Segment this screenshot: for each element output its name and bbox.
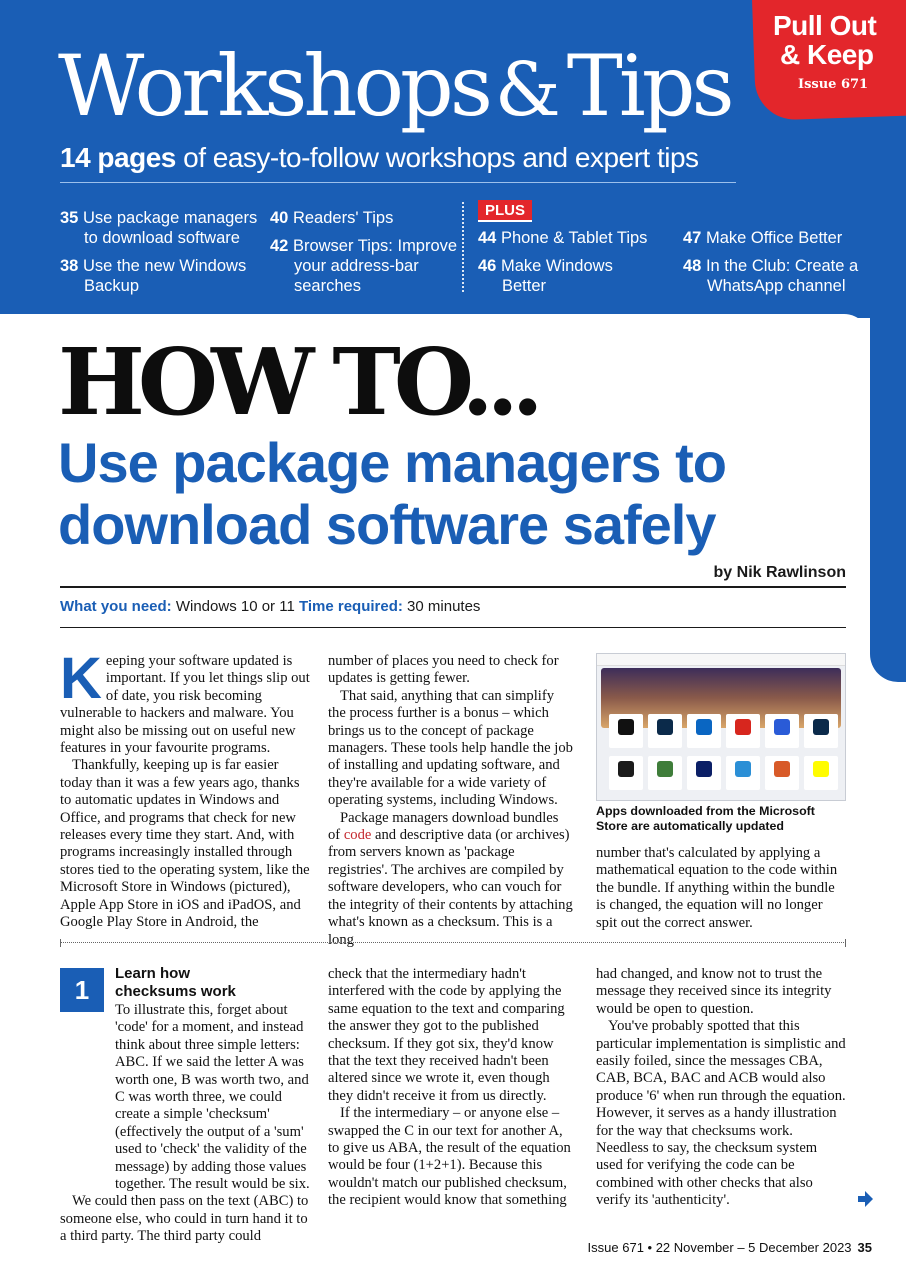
text-span: and descriptive data (or archives) from servers known as 'package registries'. The archives are compiled by software developers, who can vouch for the integrity of their contents by attaching what's known as a checksum. This is a long <box>328 827 573 948</box>
paragraph: eeping your software updated is important. If you let things slip out of date, you risk becoming vulnerable to hackers and malware. You might also be missing out on useful new features in your favourite programs. <box>60 653 310 757</box>
app-icon <box>657 761 673 777</box>
contents-item[interactable] <box>60 208 260 248</box>
requirements <box>60 598 480 615</box>
masthead-left: Workshops <box>58 37 489 135</box>
app-tile <box>609 714 643 748</box>
contents-item[interactable] <box>60 256 260 296</box>
time-value: 30 minutes <box>402 598 481 615</box>
step-heading: Learn how checksums work <box>115 965 236 1000</box>
page-footer <box>588 1240 872 1255</box>
kicker: HOW TO... <box>58 328 537 436</box>
paragraph: number that's calculated by applying a mathematical equation to the code within the bundle. If anything within the bundle is changed, the equation will no longer spit out the correct answer. <box>596 845 838 931</box>
strapline-bold: 14 pages <box>60 142 176 173</box>
microsoft-store-screenshot <box>596 653 846 801</box>
need-label: What you need: <box>60 598 172 615</box>
step-column-2 <box>328 966 574 1210</box>
contents-number: 35 <box>60 209 79 227</box>
app-tile <box>609 756 643 790</box>
contents-text: Readers' Tips <box>292 209 394 227</box>
app-tile <box>648 756 682 790</box>
microsoft-icon <box>735 761 751 777</box>
affinity-icon <box>618 761 634 777</box>
intro-column-2 <box>328 653 574 949</box>
strapline-rest: of easy-to-follow workshops and expert tips <box>175 142 699 173</box>
lightroom-icon <box>813 719 829 735</box>
code-link[interactable]: code <box>343 827 372 844</box>
app-tile <box>687 714 721 748</box>
contents-number: 47 <box>683 229 702 247</box>
dolby-icon <box>774 719 790 735</box>
store-toolbar <box>597 654 845 666</box>
contents-text: Use the new Windows Backup <box>82 257 247 295</box>
app-icon <box>774 761 790 777</box>
step-column-3 <box>596 966 846 1210</box>
step-column-1 <box>60 1002 310 1246</box>
paragraph <box>328 810 574 949</box>
contents-text: Use package managers to download software <box>82 209 258 247</box>
masthead <box>58 37 731 135</box>
text-span: Package managers download bundles of <box>328 809 559 844</box>
need-value: Windows 10 or 11 <box>171 598 299 615</box>
tiktok-icon <box>618 719 634 735</box>
app-tile <box>687 756 721 790</box>
acrobat-icon <box>735 719 751 735</box>
contents-item[interactable] <box>478 256 648 296</box>
badge-issue: Issue 671 <box>798 77 869 92</box>
contents-item[interactable] <box>478 228 678 248</box>
contents-text: Browser Tips: Improve your address-bar searches <box>292 237 458 295</box>
section-divider <box>60 942 846 943</box>
masthead-right: Tips <box>566 37 731 135</box>
contents-number: 44 <box>478 229 497 247</box>
divider <box>60 627 846 628</box>
paragraph: We could then pass on the text (ABC) to someone else, who could in turn hand it to a third party. The third party could <box>60 1193 309 1245</box>
side-color-band <box>870 300 906 682</box>
paragraph: To illustrate this, forget about 'code' for a moment, and instead think about three simple letters: ABC. If we said the letter A was worth one, B was worth two, and C was worth three, we could create a simple 'checksum' (effectively the output of a 'sum' used to 'check' the validity of the message) by adding those values together. The result would be six. <box>115 1002 310 1193</box>
contents-separator <box>462 202 464 292</box>
contents-number: 48 <box>683 257 702 275</box>
photoshop-icon <box>657 719 673 735</box>
app-tile <box>804 756 838 790</box>
masthead-ampersand: & <box>494 47 561 133</box>
time-label: Time required: <box>298 598 403 615</box>
contents-item[interactable] <box>270 236 458 296</box>
intro-column-3 <box>596 845 846 932</box>
app-tile <box>765 714 799 748</box>
contents-text: Make Office Better <box>705 229 843 247</box>
paragraph: That said, anything that can simplify the process further is a bonus – which brings us to the concept of package managers. These tools help handle the job of installing and updating software, and they're available for a wide variety of operating systems, including Windows. <box>328 687 573 809</box>
badge-line1: Pull Out <box>773 10 877 41</box>
header-divider <box>60 182 736 183</box>
app-tile <box>765 756 799 790</box>
issue-info: Issue 671 • 22 November – 5 December 2023 <box>587 1240 852 1255</box>
snapchat-icon <box>813 761 829 777</box>
app-tile <box>648 714 682 748</box>
step-number-badge: 1 <box>60 968 104 1012</box>
image-caption: Apps downloaded from the Microsoft Store are automatically updated <box>596 804 815 833</box>
contents-text: Phone & Tablet Tips <box>500 229 648 247</box>
paragraph: number of places you need to check for updates is getting fewer. <box>328 653 559 687</box>
badge-line2: & Keep <box>780 39 874 70</box>
divider <box>60 586 846 588</box>
paragraph: check that the intermediary hadn't interfered with the code by applying the same equation to the text and comparing the answer they got to the published checksum. If they got six, they'd know that the text they received hadn't been altered since we wrote it, even though they didn't receive it from us directly. <box>328 966 565 1104</box>
byline: by Nik Rawlinson <box>713 564 846 581</box>
contents-item[interactable] <box>270 208 455 228</box>
intro-column-1 <box>60 646 310 932</box>
drop-cap: K <box>60 646 102 711</box>
disney-icon <box>696 761 712 777</box>
plus-label: PLUS <box>478 200 532 222</box>
contents-number: 38 <box>60 257 79 275</box>
paragraph: had changed, and know not to trust the message they received since its integrity would be open to question. <box>596 966 832 1017</box>
continue-arrow-icon <box>856 1190 874 1208</box>
app-tile <box>804 714 838 748</box>
paragraph: Thankfully, keeping up is far easier today than it was a few years ago, thanks to automatic updates in Windows and Office, and programs that check for new releases every time they start. And, with programs increasingly installed through stores tied to the operating system, like the Microsoft Store in Windows (pictured), Apple App Store in iOS and iPadOS, and Google Play Store in Android, the <box>60 757 310 931</box>
paragraph: You've probably spotted that this particular implementation is simplistic and easily foiled, since the messages CBA, CAB, BCA, BAC and ACB would also produce '6' when run through the equation. However, it serves as a handy illustration for the way that checksums work. Needless to say, the checksum system used for verifying the code can be combined with other checks that also verify its 'authenticity'. <box>596 1018 846 1209</box>
app-tile <box>726 756 760 790</box>
contents-item[interactable] <box>683 256 863 296</box>
contents-item[interactable] <box>683 228 863 248</box>
linkedin-icon <box>696 719 712 735</box>
contents-number: 46 <box>478 257 497 275</box>
app-tile <box>726 714 760 748</box>
contents-number: 40 <box>270 209 289 227</box>
page-number: 35 <box>857 1240 872 1255</box>
paragraph: If the intermediary – or anyone else – swapped the C in our text for another A, to give us ABA, the result of the equation would be four (1+2+1). Because this wouldn't match our published checksum, the recipient would know that something <box>328 1105 571 1209</box>
contents-text: Make Windows Better <box>500 257 613 295</box>
contents-number: 42 <box>270 237 289 255</box>
contents-text: In the Club: Create a WhatsApp channel <box>705 257 859 295</box>
strapline <box>60 142 699 174</box>
article-title: Use package managers to download software safely <box>58 431 726 556</box>
